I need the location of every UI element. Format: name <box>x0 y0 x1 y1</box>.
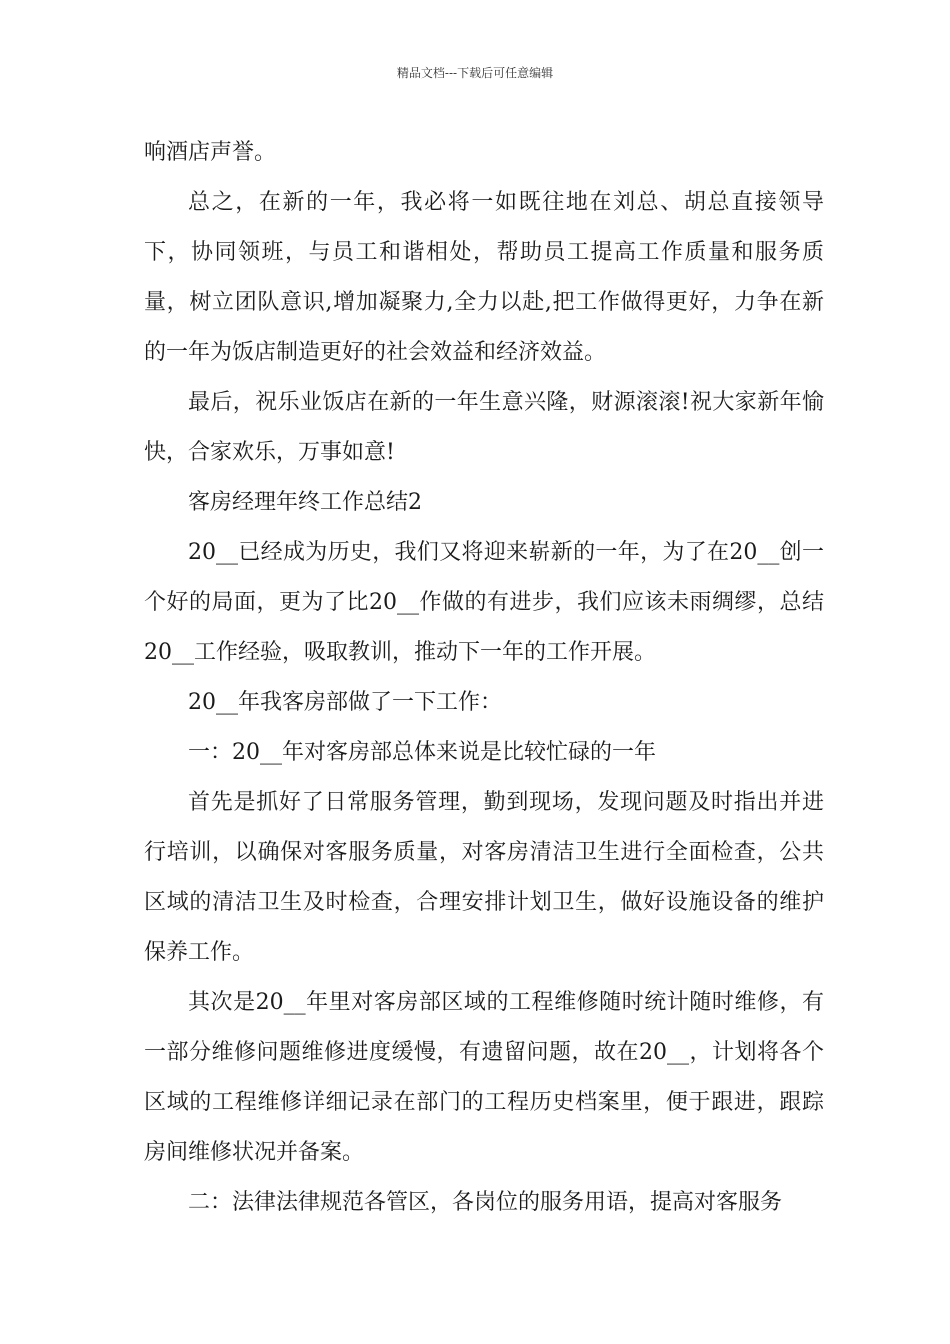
paragraph-6: 20__年我客房部做了一下工作： <box>188 690 502 715</box>
paragraph-10: 二：法律法律规范各管区，各岗位的服务用语，提高对客服务 <box>188 1190 783 1215</box>
page-header: 精品文档---下载后可任意编辑 <box>396 66 554 80</box>
paragraph-8: 首先是抓好了日常服务管理，勤到现场，发现问题及时指出并进行培训，以确保对客服务质量，对客房清洁卫生进行全面检查，公共区域的清洁卫生及时检查，合理安排计划卫生，做好设施设备的维护保养工作。 <box>144 790 824 965</box>
paragraph-9: 其次是20__年里对客房部区域的工程维修随时统计随时维修，有一部分维修问题维修进度缓慢，有遗留问题，故在20__，计划将各个区域的工程维修详细记录在部门的工程历史档案里，便于跟进，跟踪房间维修状况并备案。 <box>144 990 824 1165</box>
paragraph-2: 总之，在新的一年，我必将一如既往地在刘总、胡总直接领导下，协同领班，与员工和谐相处，帮助员工提高工作质量和服务质量，树立团队意识,增加凝聚力,全力以赴,把工作做得更好，力争在新的一年为饭店制造更好的社会效益和经济效益。 <box>144 190 824 365</box>
section-heading: 客房经理年终工作总结2 <box>188 490 422 515</box>
paragraph-7: 一：20__年对客房部总体来说是比较忙碌的一年 <box>188 740 656 765</box>
document-body <box>144 128 824 1228</box>
paragraph-5: 20__已经成为历史，我们又将迎来崭新的一年，为了在20__创一个好的局面，更为了比20__作做的有进步，我们应该未雨绸缪，总结20__工作经验，吸取教训，推动下一年的工作开展。 <box>144 540 824 665</box>
paragraph-1: 响酒店声誉。 <box>144 140 277 165</box>
paragraph-3: 最后，祝乐业饭店在新的一年生意兴隆，财源滚滚!祝大家新年愉快，合家欢乐，万事如意! <box>144 390 824 465</box>
